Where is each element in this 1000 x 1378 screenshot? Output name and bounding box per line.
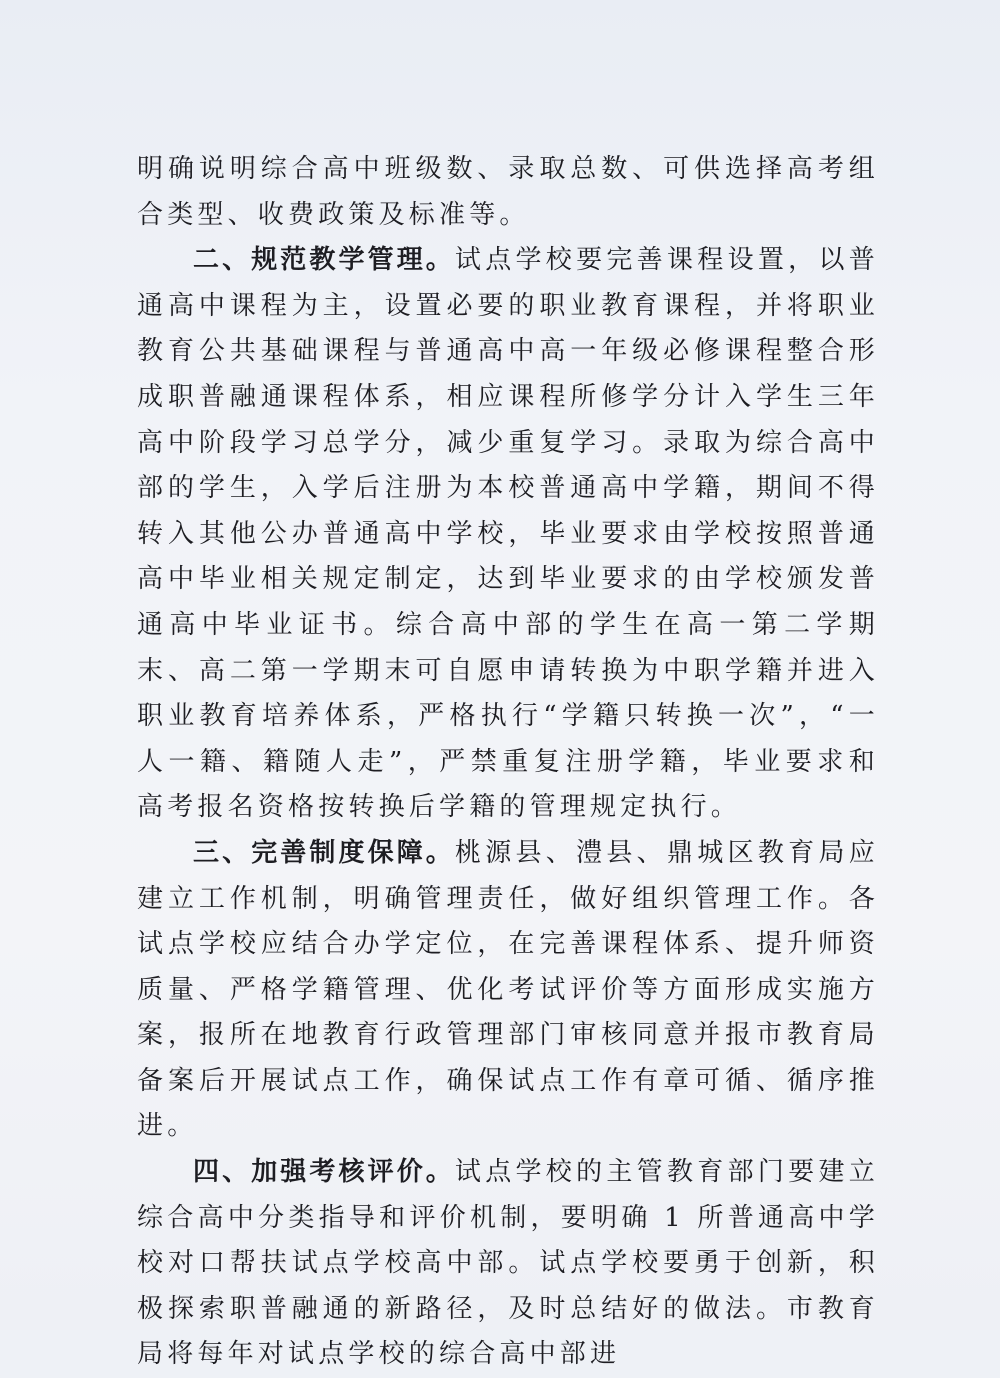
document-body: [137, 147, 879, 1378]
section-heading: 二、规范教学管理。: [193, 245, 455, 276]
section-heading: 三、完善制度保障。: [193, 837, 455, 868]
paragraph-continuation: [137, 147, 879, 238]
paragraph-assessment: [137, 1150, 879, 1378]
paragraph-teaching-management: [137, 238, 879, 831]
paragraph-system-guarantee: [137, 831, 879, 1150]
paragraph-text: 明确说明综合高中班级数、录取总数、可供选择高考组合类型、收费政策及标准等。: [137, 154, 879, 230]
paragraph-text: 试点学校要完善课程设置，以普通高中课程为主，设置必要的职业教育课程，并将职业教育公共基础课程与普通高中高一年级必修课程整合形成职普融通课程体系，相应课程所修学分计入学生三年高中阶段学习总学分，减少重复学习。录取为综合高中部的学生，入学后注册为本校普通高中学籍，期间不得转入其他公办普通高中学校，毕业要求由学校按照普通高中毕业相关规定制定，达到毕业要求的由学校颁发普通高中毕业证书。综合高中部的学生在高一第二学期末、高二第一学期末可自愿申请转换为中职学籍并进入职业教育培养体系，严格执行“学籍只转换一次”，“一人一籍、籍随人走”，严禁重复注册学籍，毕业要求和高考报名资格按转换后学籍的管理规定执行。: [137, 245, 879, 823]
section-heading: 四、加强考核评价。: [193, 1157, 455, 1188]
paragraph-text: 桃源县、澧县、鼎城区教育局应建立工作机制，明确管理责任，做好组织管理工作。各试点学校应结合办学定位，在完善课程体系、提升师资质量、严格学籍管理、优化考试评价等方面形成实施方案，报所在地教育行政管理部门审核同意并报市教育局备案后开展试点工作，确保试点工作有章可循、循序推进。: [137, 837, 879, 1142]
paragraph-text: 试点学校的主管教育部门要建立综合高中分类指导和评价机制，要明确 1 所普通高中学校对口帮扶试点学校高中部。试点学校要勇于创新，积极探索职普融通的新路径，及时总结好的做法。市教育局将每年对试点学校的综合高中部进: [137, 1157, 879, 1370]
